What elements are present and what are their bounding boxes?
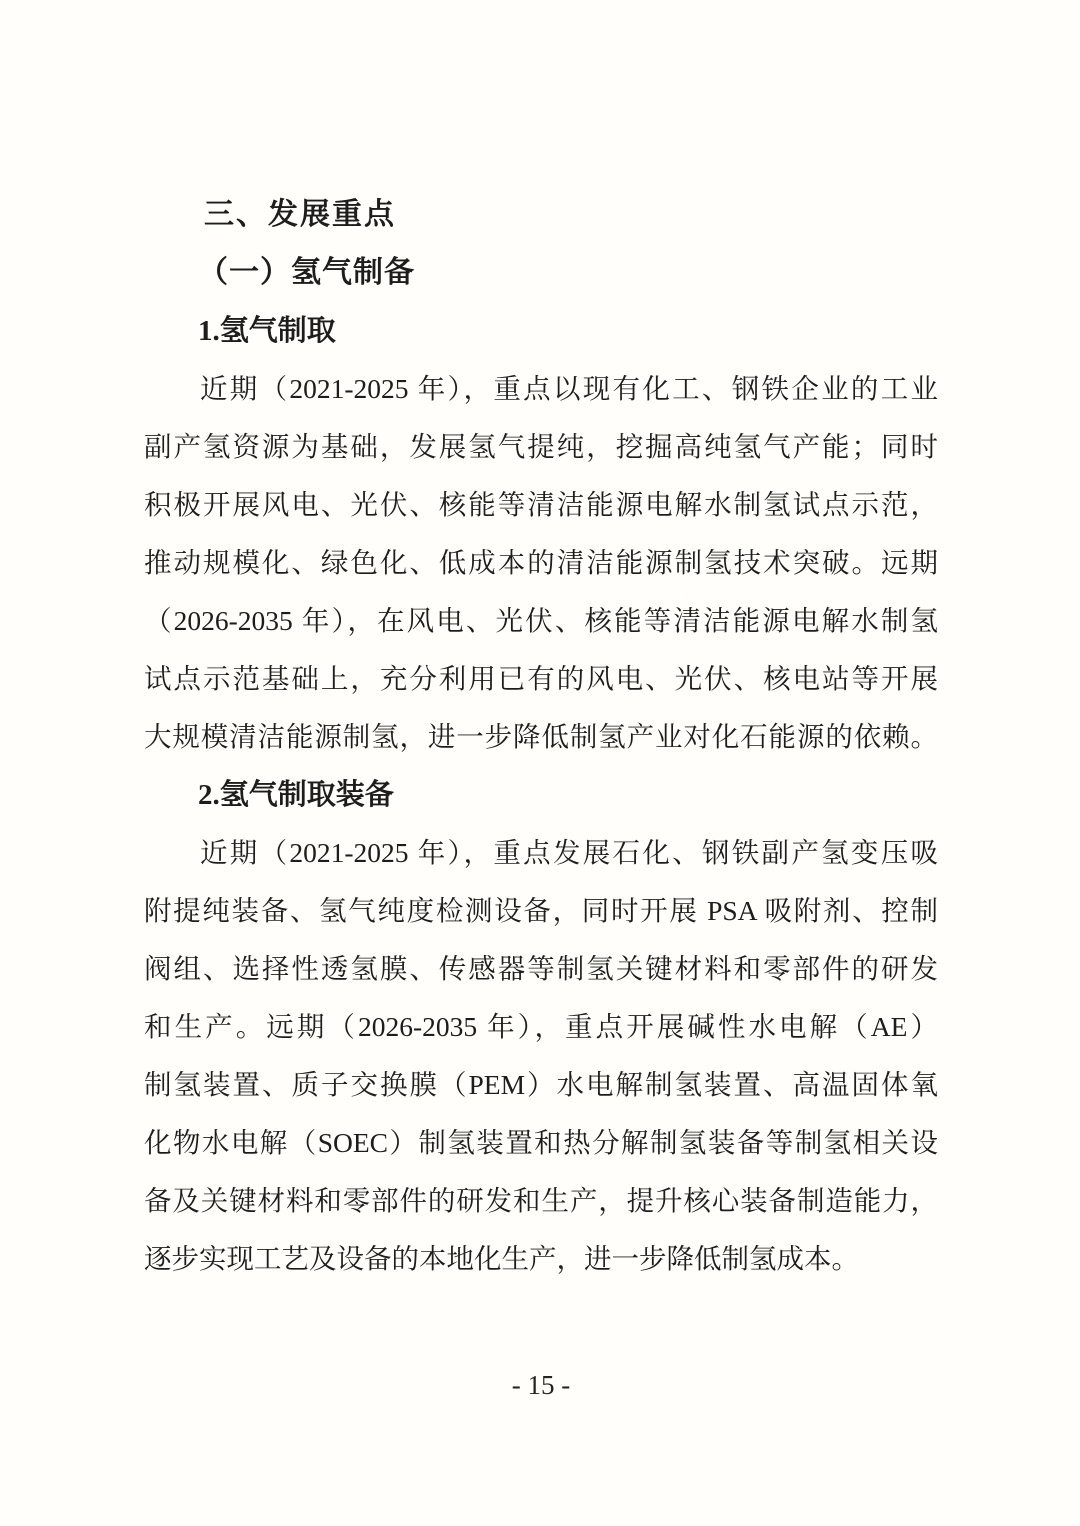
text-line: 附提纯装备、氢气纯度检测设备，同时开展 PSA 吸附剂、控制 bbox=[144, 895, 938, 926]
item1-heading: 1.氢气制取 bbox=[198, 315, 336, 347]
text-line: 近期（2021-2025 年），重点以现有化工、钢铁企业的工业 bbox=[200, 373, 938, 404]
text-line: 备及关键材料和零部件的研发和生产，提升核心装备制造能力， bbox=[144, 1185, 938, 1216]
text-line: 副产氢资源为基础，发展氢气提纯，挖掘高纯氢气产能；同时 bbox=[144, 431, 938, 462]
text-line: 大规模清洁能源制氢，进一步降低制氢产业对化石能源的依赖。 bbox=[144, 721, 938, 752]
text-line: 逐步实现工艺及设备的本地化生产，进一步降低制氢成本。 bbox=[144, 1243, 859, 1274]
text-line: （2026-2035 年），在风电、光伏、核能等清洁能源电解水制氢 bbox=[144, 605, 938, 636]
text-line: 推动规模化、绿色化、低成本的清洁能源制氢技术突破。远期 bbox=[144, 547, 938, 578]
document-content bbox=[144, 186, 938, 1414]
text-line: 近期（2021-2025 年），重点发展石化、钢铁副产氢变压吸 bbox=[200, 837, 938, 868]
text-line: 和生产。远期（2026-2035 年），重点开展碱性水电解（AE） bbox=[144, 1011, 938, 1042]
text-line: 试点示范基础上，充分利用已有的风电、光伏、核电站等开展 bbox=[144, 663, 938, 694]
text-line: 制氢装置、质子交换膜（PEM）水电解制氢装置、高温固体氧 bbox=[144, 1069, 938, 1100]
paragraph-hydrogen-production-equipment bbox=[144, 824, 938, 1288]
page-number: - 15 - bbox=[511, 1370, 571, 1400]
item2-heading: 2.氢气制取装备 bbox=[198, 779, 394, 811]
subsection-heading: （一）氢气制备 bbox=[198, 256, 415, 289]
text-line: 阀组、选择性透氢膜、传感器等制氢关键材料和零部件的研发 bbox=[144, 953, 938, 984]
section-heading: 三、发展重点 bbox=[204, 198, 396, 231]
paragraph-hydrogen-production bbox=[144, 360, 938, 766]
text-line: 积极开展风电、光伏、核能等清洁能源电解水制氢试点示范， bbox=[144, 489, 938, 520]
text-line: 化物水电解（SOEC）制氢装置和热分解制氢装备等制氢相关设 bbox=[144, 1127, 938, 1158]
